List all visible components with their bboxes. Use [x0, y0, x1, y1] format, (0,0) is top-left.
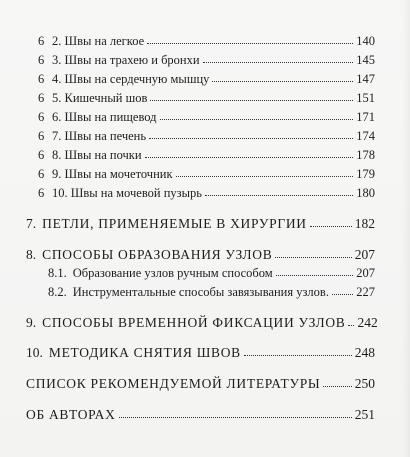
toc-entry-page: 207: [356, 266, 375, 280]
toc-entry-title: Инструментальные способы завязывания узлов.: [72, 285, 329, 299]
toc-chapter-number: 7.: [26, 216, 37, 231]
toc-entry-6-2[interactable]: [38, 35, 375, 48]
toc-authors[interactable]: [26, 408, 375, 422]
toc-entry-6-9[interactable]: [38, 168, 375, 181]
toc-entry-number: 6: [38, 186, 45, 200]
toc-entry-number: 6: [38, 72, 45, 86]
toc-entry-number: 8.2.: [48, 285, 67, 299]
toc-entry-page: 140: [356, 34, 375, 48]
dot-leader: [119, 417, 352, 418]
dot-leader: [176, 176, 354, 177]
dot-leader: [323, 386, 351, 387]
toc-chapter-8[interactable]: [26, 248, 375, 262]
toc-chapter-title: СПИСОК РЕКОМЕНДУЕМОЙ ЛИТЕРАТУРЫ: [26, 376, 321, 391]
toc-chapter-title: ОБ АВТОРАХ: [26, 407, 116, 422]
toc-entry-title: 2. Швы на легкое: [52, 34, 145, 48]
toc-entry-8-1[interactable]: [48, 267, 375, 280]
toc-entry-title: 7. Швы на печень: [52, 129, 147, 143]
dot-leader: [275, 257, 351, 258]
toc-chapter-page: 207: [354, 247, 375, 262]
toc-entry-page: 179: [356, 167, 375, 181]
page-edge-shadow: [402, 0, 410, 457]
toc-entry-page: 227: [356, 285, 375, 299]
toc-entry-6-8[interactable]: [38, 149, 375, 162]
toc-chapter-title: СПОСОБЫ ОБРАЗОВАНИЯ УЗЛОВ: [42, 247, 273, 262]
toc-entry-number: 6: [38, 110, 45, 124]
toc-entry-number: 6: [38, 91, 45, 105]
toc-chapter-page: 250: [354, 376, 375, 391]
toc-entry-title: 9. Швы на мочеточник: [52, 167, 173, 181]
toc-entry-title: 6. Швы на пищевод: [52, 110, 157, 124]
toc-chapter-title: МЕТОДИКА СНЯТИЯ ШВОВ: [48, 345, 241, 360]
toc-entry-6-4[interactable]: [38, 73, 375, 86]
dot-leader: [205, 195, 353, 196]
toc-entry-page: 180: [356, 186, 375, 200]
dot-leader: [276, 275, 354, 276]
toc-entry-number: 6: [38, 167, 45, 181]
toc-entry-6-7[interactable]: [38, 130, 375, 143]
toc-entry-number: 6: [38, 148, 45, 162]
toc-entry-number: 6: [38, 53, 45, 67]
toc-entry-page: 145: [356, 53, 375, 67]
toc-entry-title: 8. Швы на почки: [52, 148, 142, 162]
dot-leader: [310, 226, 352, 227]
toc-chapter-7[interactable]: [26, 217, 375, 231]
toc-entry-page: 178: [356, 148, 375, 162]
toc-entry-6-10[interactable]: [38, 187, 375, 200]
dot-leader: [203, 62, 354, 63]
dot-leader: [150, 100, 353, 101]
toc-entry-number: 8.1.: [48, 266, 67, 280]
toc-chapter-page: 251: [354, 407, 375, 422]
toc-entry-number: 6: [38, 129, 45, 143]
toc-entry-page: 171: [356, 110, 375, 124]
toc-entry-title: 4. Швы на сердечную мышцу: [52, 72, 210, 86]
toc-chapter-number: 8.: [26, 247, 37, 262]
dot-leader: [244, 355, 352, 356]
toc-entry-number: 6: [38, 34, 45, 48]
dot-leader: [212, 81, 353, 82]
dot-leader: [147, 43, 353, 44]
toc-chapter-page: 182: [354, 216, 375, 231]
toc-entry-6-6[interactable]: [38, 111, 375, 124]
toc-entry-title: 10. Швы на мочевой пузырь: [52, 186, 202, 200]
toc-literature[interactable]: [26, 377, 375, 391]
toc-entry-title: 5. Кишечный шов: [52, 91, 148, 105]
toc-chapter-number: 10.: [26, 345, 43, 360]
toc-chapter-9[interactable]: [26, 315, 378, 330]
toc-entry-title: Образование узлов ручным способом: [72, 266, 273, 280]
toc-entry-page: 151: [356, 91, 375, 105]
toc-chapter-page: 242: [357, 315, 378, 330]
toc-entry-6-5[interactable]: [38, 92, 375, 105]
toc-entry-8-2[interactable]: [48, 286, 375, 299]
toc-entry-6-3[interactable]: [38, 54, 375, 67]
toc-entry-title: 3. Швы на трахею и бронхи: [52, 53, 200, 67]
toc-entry-page: 174: [356, 129, 375, 143]
dot-leader: [160, 119, 354, 120]
dot-leader: [145, 157, 354, 158]
toc-chapter-title: СПОСОБЫ ВРЕМЕННОЙ ФИКСАЦИИ УЗЛОВ: [42, 315, 346, 330]
dot-leader: [332, 294, 353, 295]
toc-chapter-number: 9.: [26, 315, 37, 330]
toc-chapter-title: ПЕТЛИ, ПРИМЕНЯЕМЫЕ В ХИРУРГИИ: [42, 216, 307, 231]
dot-leader: [348, 325, 354, 326]
dot-leader: [149, 138, 353, 139]
toc-entry-page: 147: [356, 72, 375, 86]
toc-chapter-page: 248: [354, 345, 375, 360]
toc-chapter-10[interactable]: [26, 346, 375, 360]
